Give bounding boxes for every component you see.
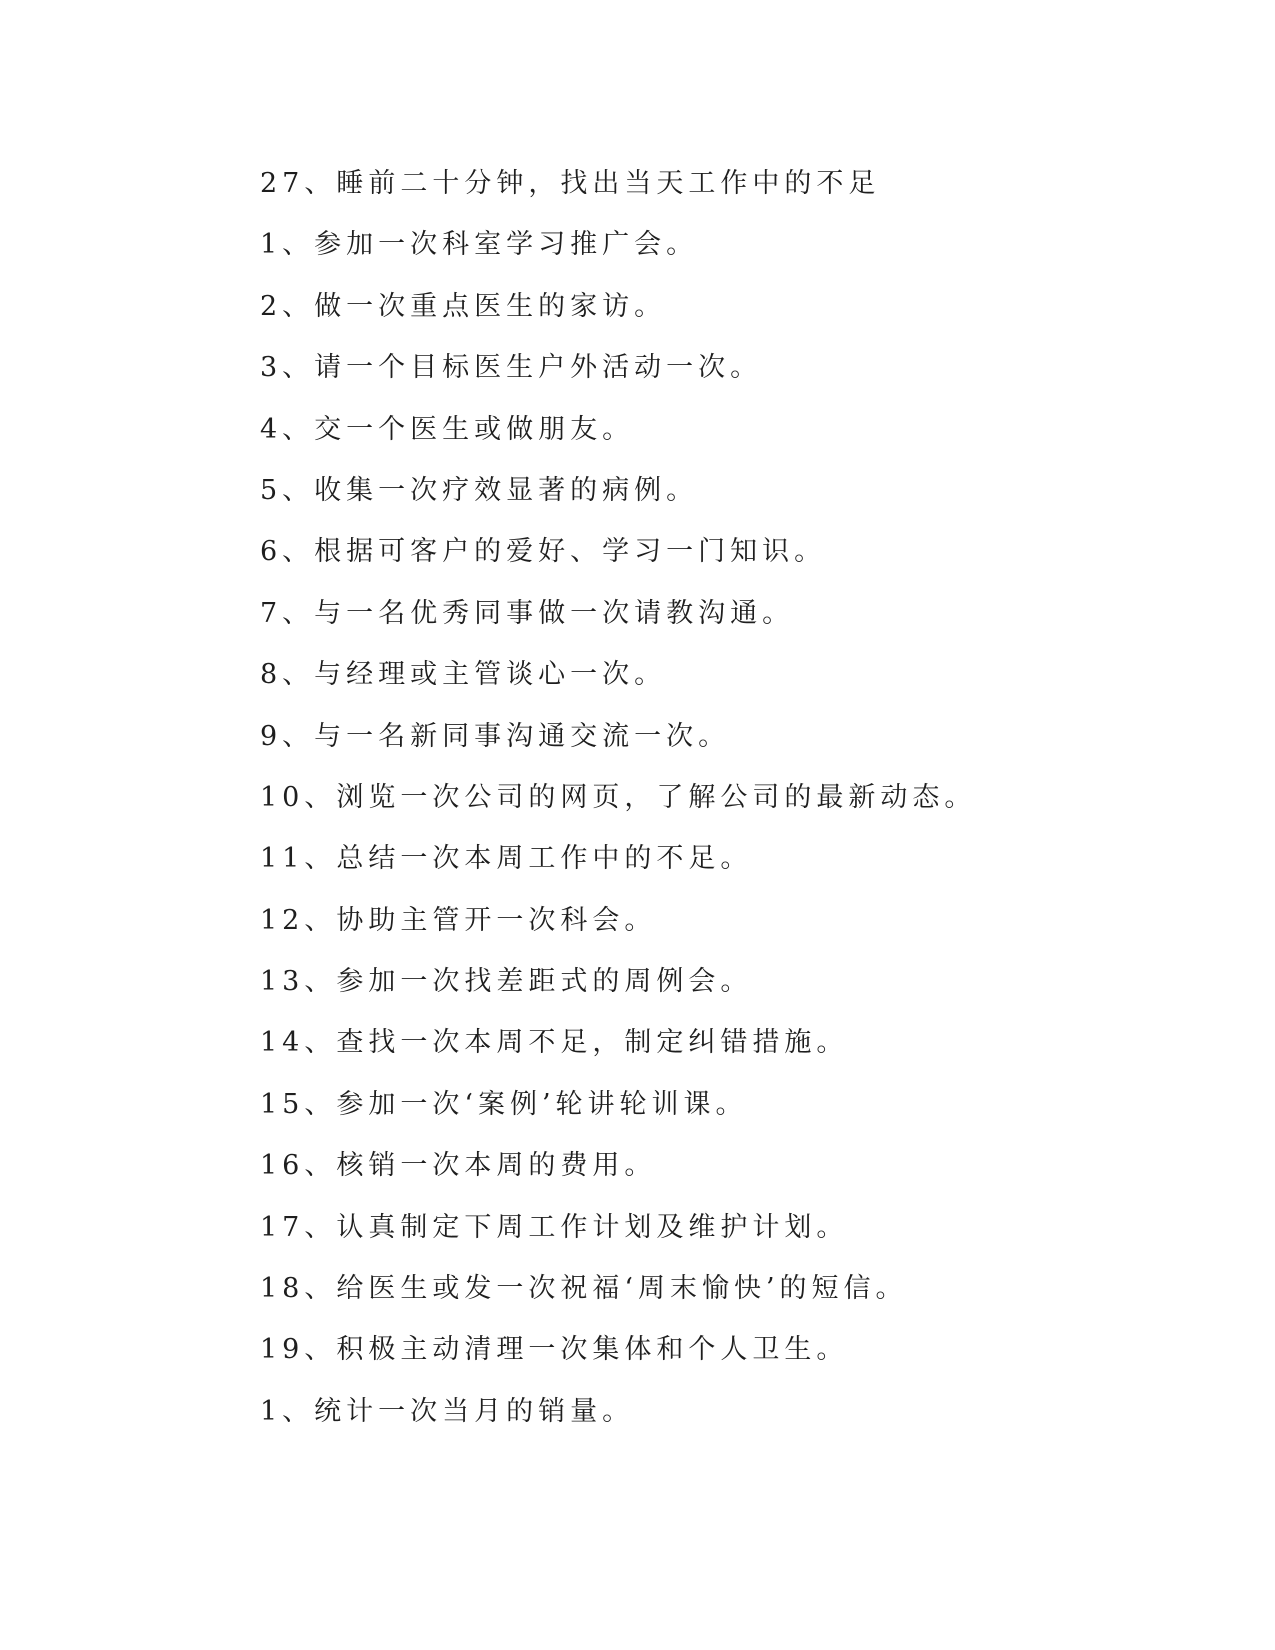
task-line: 16、核销一次本周的费用。	[260, 1150, 657, 1182]
task-line: 8、与经理或主管谈心一次。	[260, 659, 667, 691]
task-line: 5、收集一次疗效显著的病例。	[260, 474, 699, 506]
task-line: 10、浏览一次公司的网页，了解公司的最新动态。	[260, 781, 977, 813]
task-line: 18、给医生或发一次祝福‘周末愉快’的短信。	[260, 1273, 908, 1305]
task-line: 1、参加一次科室学习推广会。	[260, 229, 699, 261]
task-list	[260, 164, 976, 1453]
task-line: 12、协助主管开一次科会。	[260, 904, 657, 936]
task-line: 14、查找一次本周不足，制定纠错措施。	[260, 1027, 849, 1059]
task-line: 19、积极主动清理一次集体和个人卫生。	[260, 1334, 849, 1366]
task-line: 1、统计一次当月的销量。	[260, 1395, 635, 1427]
task-line: 9、与一名新同事沟通交流一次。	[260, 720, 731, 752]
task-line: 4、交一个医生或做朋友。	[260, 413, 635, 445]
task-line: 2、做一次重点医生的家访。	[260, 290, 667, 322]
task-line: 3、请一个目标医生户外活动一次。	[260, 352, 763, 384]
task-line: 15、参加一次‘案例’轮讲轮训课。	[260, 1088, 748, 1120]
task-line: 7、与一名优秀同事做一次请教沟通。	[260, 597, 795, 629]
task-line: 11、总结一次本周工作中的不足。	[260, 843, 753, 875]
task-line: 13、参加一次找差距式的周例会。	[260, 966, 753, 998]
task-line: 17、认真制定下周工作计划及维护计划。	[260, 1211, 849, 1243]
task-line: 27、睡前二十分钟，找出当天工作中的不足	[260, 168, 881, 199]
task-line: 6、根据可客户的爱好、学习一门知识。	[260, 536, 827, 568]
